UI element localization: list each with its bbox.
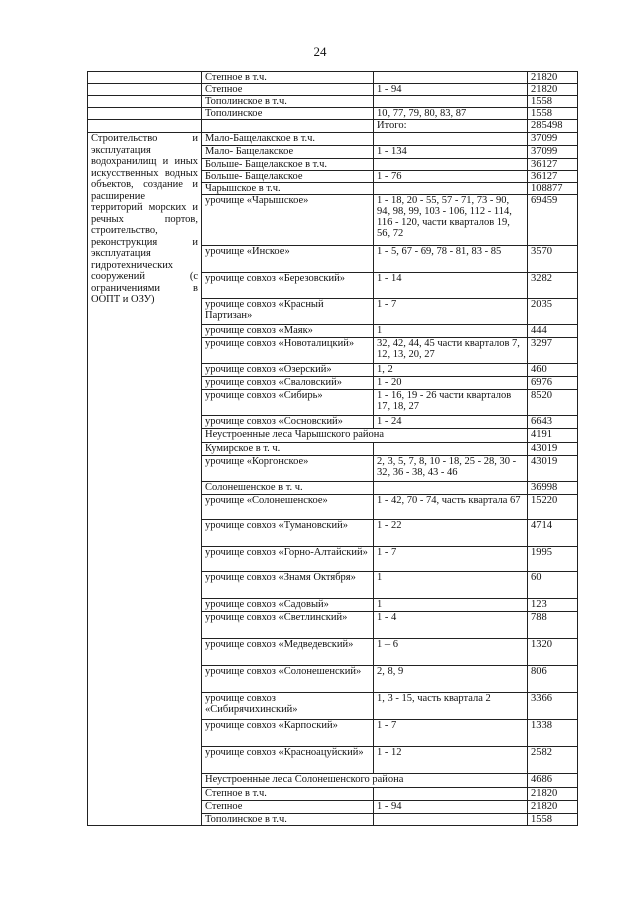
forestry-name-cell: урочище совхоз «Медведевский» <box>202 639 374 666</box>
area-cell: 1558 <box>528 96 578 108</box>
quarters-cell: 1 - 134 <box>374 146 528 159</box>
quarters-cell <box>374 72 528 84</box>
purpose-cell: Строительство и эксплуатация водохранилищ и иных искусственных водных объектов, создание и расширение территорий морских и речных портов, строительство, реконструкция и эксплуатация гидротехнических сооружений (с ограничениями в ООПТ и ОЗУ) <box>88 133 202 826</box>
quarters-cell: 1 - 4 <box>374 612 528 639</box>
area-cell: 1558 <box>528 814 578 826</box>
area-cell: 108877 <box>528 183 578 195</box>
quarters-cell: 32, 42, 44, 45 части кварталов 7, 12, 13, 20, 27 <box>374 338 528 364</box>
quarters-cell: 10, 77, 79, 80, 83, 87 <box>374 108 528 120</box>
forestry-name-cell: урочище совхоз «Светлинский» <box>202 612 374 639</box>
forestry-name-cell: урочище совхоз «Красноацуйский» <box>202 747 374 774</box>
quarters-cell: 1 <box>374 572 528 599</box>
forestry-name-cell: урочище совхоз «Тумановский» <box>202 520 374 547</box>
area-cell: 21820 <box>528 801 578 814</box>
forestry-name-cell: урочище совхоз «Знамя Октября» <box>202 572 374 599</box>
forestry-name-cell: урочище «Коргонское» <box>202 456 374 482</box>
area-cell: 6976 <box>528 377 578 390</box>
area-cell: 1995 <box>528 547 578 572</box>
area-cell: 21820 <box>528 84 578 96</box>
area-cell: 21820 <box>528 788 578 801</box>
quarters-cell: 1 - 5, 67 - 69, 78 - 81, 83 - 85 <box>374 246 528 273</box>
quarters-cell: 1 - 16, 19 - 26 части кварталов 17, 18, 27 <box>374 390 528 416</box>
area-cell: 36127 <box>528 171 578 183</box>
quarters-cell: Итого: <box>374 120 528 133</box>
forestry-name-cell: Солонешенское в т. ч. <box>202 482 374 495</box>
quarters-cell: 1 – 6 <box>374 639 528 666</box>
forestry-name-cell: Тополинское <box>202 108 374 120</box>
forestry-name-cell: Степное в т.ч. <box>202 72 374 84</box>
area-cell: 3366 <box>528 693 578 720</box>
area-cell: 36998 <box>528 482 578 495</box>
area-cell: 37099 <box>528 133 578 146</box>
area-cell: 8520 <box>528 390 578 416</box>
quarters-cell: 1 - 18, 20 - 55, 57 - 71, 73 - 90, 94, 98, 99, 103 - 106, 112 - 114, 116 - 120, части кварталов 19, 56, 72 <box>374 195 528 246</box>
quarters-cell <box>374 814 528 826</box>
quarters-cell: 1 - 94 <box>374 84 528 96</box>
area-cell: 1338 <box>528 720 578 747</box>
quarters-cell: 1 - 7 <box>374 720 528 747</box>
table-row <box>88 120 578 133</box>
area-cell: 3282 <box>528 273 578 299</box>
forestry-name-cell <box>202 120 374 133</box>
quarters-cell: 1 - 14 <box>374 273 528 299</box>
area-cell: 21820 <box>528 72 578 84</box>
area-cell: 1558 <box>528 108 578 120</box>
forestry-name-cell: Больше- Бащелакское в т.ч. <box>202 159 374 171</box>
forestry-name-cell: Чарышское в т.ч. <box>202 183 374 195</box>
forestry-name-cell: урочище совхоз «Солонешенский» <box>202 666 374 693</box>
forestry-name-cell: Тополинское в т.ч. <box>202 96 374 108</box>
quarters-cell <box>374 133 528 146</box>
area-cell: 15220 <box>528 495 578 520</box>
quarters-cell: 1 - 7 <box>374 299 528 325</box>
quarters-cell <box>374 183 528 195</box>
area-cell: 69459 <box>528 195 578 246</box>
quarters-cell: 2, 3, 5, 7, 8, 10 - 18, 25 - 28, 30 - 32, 36 - 38, 43 - 46 <box>374 456 528 482</box>
forestry-name-cell: урочище совхоз «Сосновский» <box>202 416 374 429</box>
purpose-cell-empty <box>88 84 202 96</box>
forestry-name-cell: урочище совхоз «Горно-Алтайский» <box>202 547 374 572</box>
quarters-cell: 1 <box>374 325 528 338</box>
quarters-cell: 1 - 76 <box>374 171 528 183</box>
forestry-name-cell: Неустроенные леса Солонешенского района <box>202 774 528 788</box>
area-cell: 37099 <box>528 146 578 159</box>
area-cell: 2582 <box>528 747 578 774</box>
quarters-cell: 1 - 24 <box>374 416 528 429</box>
forestry-name-cell: Мало-Бащелакское в т.ч. <box>202 133 374 146</box>
forestry-name-cell: урочище «Инское» <box>202 246 374 273</box>
forestry-name-cell: урочище совхоз «Маяк» <box>202 325 374 338</box>
area-cell: 4714 <box>528 520 578 547</box>
page-number: 24 <box>313 44 327 59</box>
quarters-cell: 1, 2 <box>374 364 528 377</box>
purpose-cell-empty <box>88 96 202 108</box>
area-cell: 36127 <box>528 159 578 171</box>
area-cell: 285498 <box>528 120 578 133</box>
area-cell: 460 <box>528 364 578 377</box>
area-cell: 3570 <box>528 246 578 273</box>
forestry-name-cell: Степное <box>202 801 374 814</box>
forestry-name-cell: урочище совхоз «Красный Партизан» <box>202 299 374 325</box>
quarters-cell: 1 - 20 <box>374 377 528 390</box>
table-row <box>88 72 578 84</box>
quarters-cell: 1 <box>374 599 528 612</box>
table-row <box>88 84 578 96</box>
area-cell: 2035 <box>528 299 578 325</box>
forestry-name-cell: урочище совхоз «Березовский» <box>202 273 374 299</box>
area-cell: 4686 <box>528 774 578 788</box>
forest-table <box>87 71 578 826</box>
forestry-name-cell: урочище «Чарышское» <box>202 195 374 246</box>
purpose-cell-empty <box>88 120 202 133</box>
forestry-name-cell: Степное в т.ч. <box>202 788 374 801</box>
area-cell: 43019 <box>528 456 578 482</box>
forestry-name-cell: урочище совхоз «Сваловский» <box>202 377 374 390</box>
quarters-cell <box>374 96 528 108</box>
area-cell: 3297 <box>528 338 578 364</box>
forestry-name-cell: урочище совхоз «Сибирячихинский» <box>202 693 374 720</box>
quarters-cell: 1 - 12 <box>374 747 528 774</box>
area-cell: 806 <box>528 666 578 693</box>
forestry-name-cell: Больше- Бащелакское <box>202 171 374 183</box>
table-row <box>88 96 578 108</box>
forestry-name-cell: урочище совхоз «Карпоский» <box>202 720 374 747</box>
forestry-name-cell: Кумирское в т. ч. <box>202 443 374 456</box>
forestry-name-cell: Степное <box>202 84 374 96</box>
area-cell: 43019 <box>528 443 578 456</box>
forestry-name-cell: урочище совхоз «Сибирь» <box>202 390 374 416</box>
forestry-name-cell: урочище совхоз «Озерский» <box>202 364 374 377</box>
table-row <box>88 133 578 146</box>
area-cell: 1320 <box>528 639 578 666</box>
forestry-name-cell: Неустроенные леса Чарышского района <box>202 429 528 443</box>
area-cell: 123 <box>528 599 578 612</box>
area-cell: 444 <box>528 325 578 338</box>
forestry-name-cell: урочище «Солонешенское» <box>202 495 374 520</box>
quarters-cell: 1 - 7 <box>374 547 528 572</box>
quarters-cell: 1, 3 - 15, часть квартала 2 <box>374 693 528 720</box>
quarters-cell <box>374 443 528 456</box>
area-cell: 60 <box>528 572 578 599</box>
purpose-cell-empty <box>88 72 202 84</box>
quarters-cell <box>374 159 528 171</box>
quarters-cell: 1 - 22 <box>374 520 528 547</box>
table-row <box>88 108 578 120</box>
forestry-name-cell: Тополинское в т.ч. <box>202 814 374 826</box>
quarters-cell: 1 - 94 <box>374 801 528 814</box>
quarters-cell: 1 - 42, 70 - 74, часть квартала 67 <box>374 495 528 520</box>
area-cell: 4191 <box>528 429 578 443</box>
area-cell: 6643 <box>528 416 578 429</box>
forestry-name-cell: урочище совхоз «Новоталицкий» <box>202 338 374 364</box>
quarters-cell: 2, 8, 9 <box>374 666 528 693</box>
area-cell: 788 <box>528 612 578 639</box>
purpose-cell-empty <box>88 108 202 120</box>
forestry-name-cell: урочище совхоз «Садовый» <box>202 599 374 612</box>
forestry-name-cell: Мало- Бащелакское <box>202 146 374 159</box>
quarters-cell <box>374 788 528 801</box>
quarters-cell <box>374 482 528 495</box>
